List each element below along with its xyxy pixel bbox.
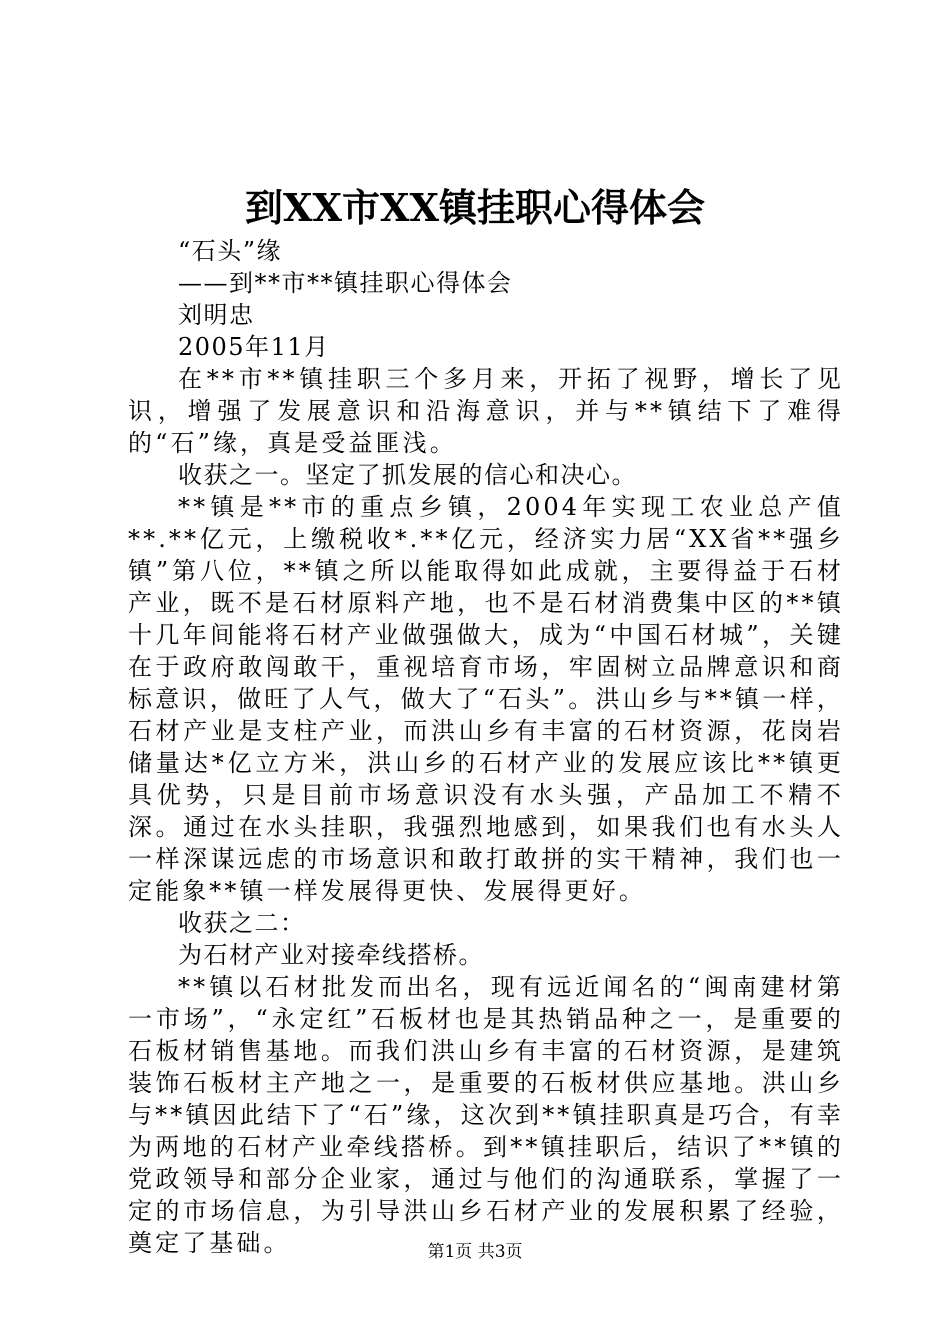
heading-gain-2: 收获之二： (178, 909, 306, 937)
heading-gain-1: 收获之一。坚定了抓发展的信心和决心。 (178, 461, 637, 489)
document-title: 到XX市XX镇挂职心得体会 (245, 185, 705, 230)
paragraph-gain-1: **镇是**市的重点乡镇，2004年实现工农业总产值**.**亿元，上缴税收*.**亿元，经济实力居“XX省**强乡镇”第八位，**镇之所以能取得如此成就，主要得益于石材产业，既不是石材原料产地，也不是石材消费集中区的**镇十几年间能将石材产业做强做大，成为“中国石材城”，关键在于政府敢闯敢干，重视培育市场，牢固树立品牌意识和商标意识，做旺了人气，做大了“石头”。洪山乡与**镇一样，石材产业是支柱产业，而洪山乡有丰富的石材资源，花岗岩储量达*亿立方米，洪山乡的石材产业的发展应该比**镇更具优势，只是目前市场意识没有水头强，产品加工不精不深。通过在水头挂职，我强烈地感到，如果我们也有水头人一样深谋远虑的市场意识和敢打敢拼的实干精神，我们也一定能象**镇一样发展得更快、发展得更好。 (128, 493, 844, 905)
subtitle-2: ——到**市**镇挂职心得体会 (178, 269, 513, 297)
paragraph-intro: 在**市**镇挂职三个多月来，开拓了视野，增长了见识，增强了发展意识和沿海意识，并与**镇结下了难得的“石”缘，真是受益匪浅。 (128, 365, 844, 457)
page-footer: 第1页 共3页 (427, 1242, 523, 1262)
author-name: 刘明忠 (178, 301, 255, 329)
date-line: 2005年11月 (178, 333, 330, 361)
paragraph-gain-2: **镇以石材批发而出名，现有远近闻名的“闽南建材第一市场”，“永定红”石板材也是其热销品种之一，是重要的石板材销售基地。而我们洪山乡有丰富的石材资源，是建筑装饰石板材主产地之一，是重要的石板材供应基地。洪山乡与**镇因此结下了“石”缘，这次到**镇挂职真是巧合，有幸为两地的石材产业牵线搭桥。到**镇挂职后，结识了**镇的党政领导和部分企业家，通过与他们的沟通联系，掌握了一定的市场信息，为引导洪山乡石材产业的发展积累了经验，奠定了基础。 (128, 973, 844, 1257)
document-body (128, 235, 844, 1259)
subheading-gain-2: 为石材产业对接牵线搭桥。 (178, 941, 484, 969)
subtitle-1: “石头”缘 (178, 237, 283, 265)
